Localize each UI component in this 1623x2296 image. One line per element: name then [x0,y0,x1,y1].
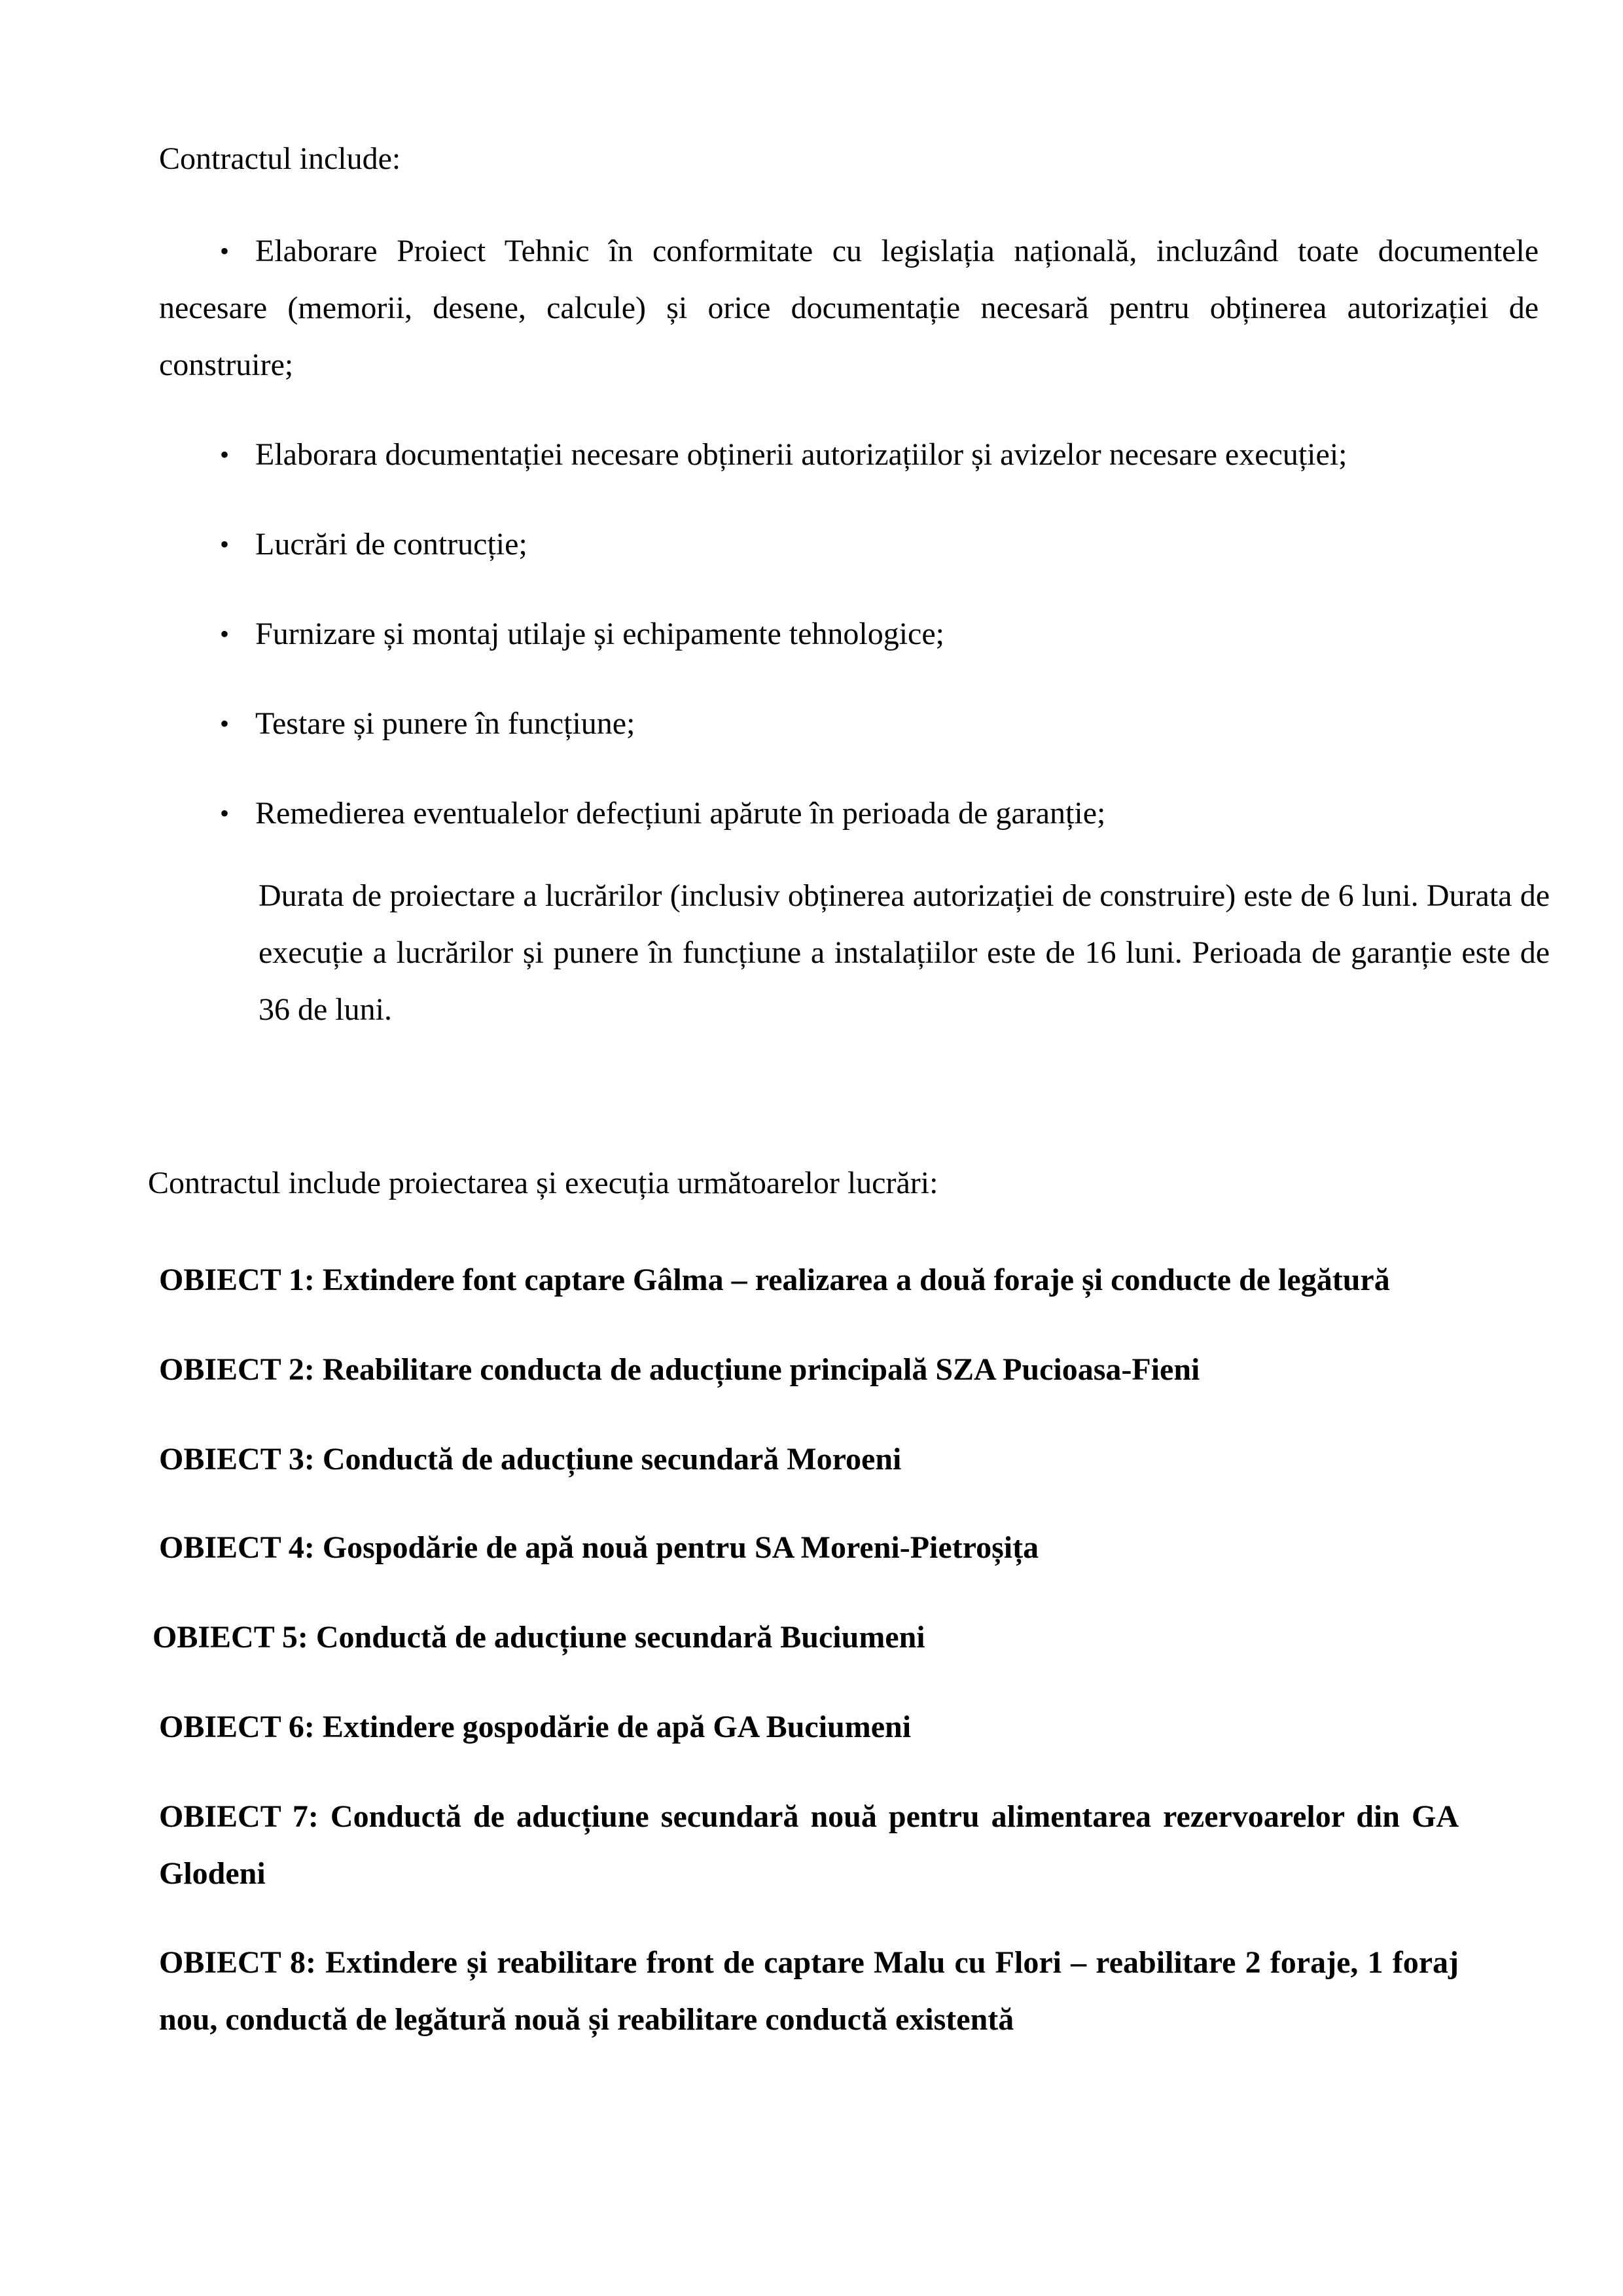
list-item [159,785,1539,842]
obiect-2: OBIECT 2: Reabilitare conducta de aducțiune principală SZA Pucioasa-Fieni [159,1352,1200,1387]
list-item-text: Lucrări de contrucție; [255,527,527,562]
list-item [159,605,1539,662]
obiect-6: OBIECT 6: Extindere gospodărie de apă GA Buciumeni [159,1710,912,1744]
list-item [159,223,1539,393]
bullet-icon: • [219,709,229,738]
list-item-text: Elaborara documentației necesare obținerii autorizațiilor și avizelor necesare execuției; [255,437,1347,472]
obiect-5: OBIECT 5: Conductă de aducțiune secundară Buciumeni [152,1620,925,1655]
obiect-7: OBIECT 7: Conductă de aducțiune secundară nouă pentru alimentarea rezervoarelor din GA Glodeni [159,1799,1459,1891]
list-item-text: Furnizare și montaj utilaje și echipamente tehnologice; [255,617,944,651]
bullet-icon: • [219,798,229,828]
intro-heading: Contractul include: [159,141,401,176]
list-item [159,695,1539,752]
list-item [159,516,1539,573]
obiect-3: OBIECT 3: Conductă de aducțiune secundară Moroeni [159,1442,902,1477]
list-item-text: Testare și punere în funcțiune; [255,706,635,741]
bullet-icon: • [219,440,229,469]
bullet-icon: • [219,529,229,559]
list-item [159,426,1539,483]
obiect-4: OBIECT 4: Gospodărie de apă nouă pentru SA Moreni-Pietroșița [159,1530,1039,1565]
list-item-text: Remedierea eventualelor defecțiuni apărute în perioada de garanție; [255,796,1106,831]
obiect-1: OBIECT 1: Extindere font captare Gâlma – realizarea a două foraje și conducte de legătură [159,1263,1390,1297]
duration-paragraph: Durata de proiectare a lucrărilor (inclusiv obținerea autorizației de construire) este de 6 luni. Durata de execuție a lucrărilor și punere în funcțiune a instalațiilor este de 16 luni. Perioada de garanție este de 36 de luni. [259,878,1550,1027]
works-heading: Contractul include proiectarea și execuția următoarelor lucrări: [148,1166,938,1200]
list-item-text: Elaborare Proiect Tehnic în conformitate cu legislația națională, incluzând toate documentele necesare (memorii, desene, calcule) și orice documentație necesară pentru obținerea autorizației de construire; [159,234,1539,382]
obiect-8: OBIECT 8: Extindere și reabilitare front de captare Malu cu Flori – reabilitare 2 foraje, 1 foraj nou, conductă de legătură nouă și reabilitare conductă existentă [159,1945,1459,2037]
bullet-icon: • [219,619,229,649]
bullet-icon: • [219,236,229,266]
contract-scope-list [159,223,1539,874]
